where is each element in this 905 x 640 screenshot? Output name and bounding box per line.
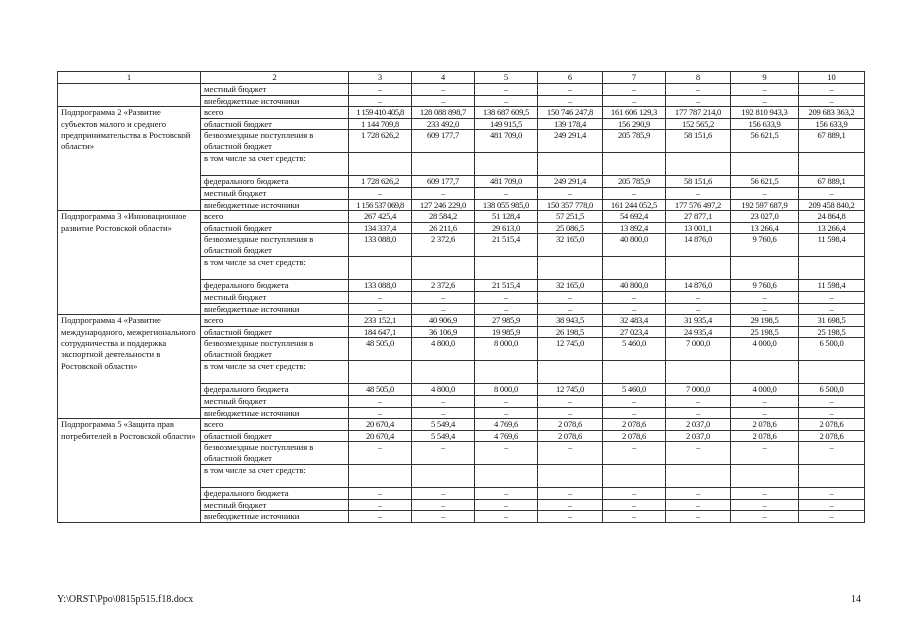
amount-cell: [475, 361, 538, 384]
amount-cell: 2 372,6: [412, 280, 475, 292]
amount-cell: 4 800,0: [412, 338, 475, 361]
amount-cell: 26 198,5: [538, 326, 603, 338]
amount-cell: 192 810 943,3: [731, 107, 799, 119]
amount-cell: 54 692,4: [603, 211, 666, 223]
amount-cell: 32 483,4: [603, 315, 666, 327]
amount-cell: 209 458 840,2: [799, 199, 865, 211]
amount-cell: 40 800,0: [603, 234, 666, 257]
amount-cell: –: [666, 488, 731, 500]
amount-cell: 21 515,4: [475, 280, 538, 292]
amount-cell: 161 606 129,3: [603, 107, 666, 119]
amount-cell: –: [731, 187, 799, 199]
amount-cell: 28 584,2: [412, 211, 475, 223]
amount-cell: 13 266,4: [799, 222, 865, 234]
amount-cell: –: [475, 187, 538, 199]
amount-cell: 127 246 229,0: [412, 199, 475, 211]
amount-cell: 2 372,6: [412, 234, 475, 257]
funding-source-cell: областной бюджет: [201, 222, 349, 234]
subprogram-name-cell: [58, 84, 201, 107]
amount-cell: –: [799, 291, 865, 303]
amount-cell: –: [666, 442, 731, 465]
amount-cell: 2 078,6: [799, 430, 865, 442]
funding-source-cell: федерального бюджета: [201, 280, 349, 292]
amount-cell: 32 165,0: [538, 234, 603, 257]
amount-cell: [349, 153, 412, 176]
amount-cell: 27 985,9: [475, 315, 538, 327]
amount-cell: 1 728 626,2: [349, 130, 412, 153]
amount-cell: –: [538, 488, 603, 500]
amount-cell: 2 078,6: [538, 419, 603, 431]
funding-source-cell: местный бюджет: [201, 395, 349, 407]
amount-cell: 31 935,4: [666, 315, 731, 327]
amount-cell: 609 177,7: [412, 176, 475, 188]
amount-cell: [666, 361, 731, 384]
funding-source-cell: всего: [201, 315, 349, 327]
funding-source-cell: безвозмездные поступления в областной бюджет: [201, 234, 349, 257]
amount-cell: 8 000,0: [475, 338, 538, 361]
amount-cell: 12 745,0: [538, 338, 603, 361]
amount-cell: –: [799, 395, 865, 407]
amount-cell: 128 088 898,7: [412, 107, 475, 119]
amount-cell: [603, 257, 666, 280]
amount-cell: 19 985,9: [475, 326, 538, 338]
amount-cell: –: [412, 95, 475, 107]
funding-source-cell: федерального бюджета: [201, 488, 349, 500]
amount-cell: –: [475, 395, 538, 407]
amount-cell: 177 576 497,2: [666, 199, 731, 211]
amount-cell: 139 178,4: [538, 118, 603, 130]
amount-cell: [799, 257, 865, 280]
amount-cell: [799, 465, 865, 488]
amount-cell: –: [799, 187, 865, 199]
amount-cell: 13 001,1: [666, 222, 731, 234]
amount-cell: 2 078,6: [538, 430, 603, 442]
amount-cell: 14 876,0: [666, 280, 731, 292]
amount-cell: 233 492,0: [412, 118, 475, 130]
amount-cell: –: [603, 95, 666, 107]
amount-cell: –: [799, 499, 865, 511]
amount-cell: –: [475, 84, 538, 96]
amount-cell: 9 760,6: [731, 280, 799, 292]
amount-cell: –: [731, 488, 799, 500]
amount-cell: 4 769,6: [475, 419, 538, 431]
table-row: [58, 107, 865, 119]
funding-source-cell: в том числе за счет средств:: [201, 361, 349, 384]
amount-cell: 4 800,0: [412, 384, 475, 396]
amount-cell: 249 291,4: [538, 176, 603, 188]
header-row: [58, 72, 865, 84]
funding-source-cell: в том числе за счет средств:: [201, 465, 349, 488]
amount-cell: –: [475, 488, 538, 500]
amount-cell: 7 000,0: [666, 338, 731, 361]
amount-cell: –: [603, 499, 666, 511]
header-cell: 8: [666, 72, 731, 84]
amount-cell: –: [538, 499, 603, 511]
budget-table: [57, 71, 865, 523]
amount-cell: –: [799, 442, 865, 465]
amount-cell: 67 889,1: [799, 176, 865, 188]
amount-cell: [603, 465, 666, 488]
amount-cell: –: [349, 511, 412, 523]
amount-cell: 2 037,0: [666, 419, 731, 431]
amount-cell: –: [538, 84, 603, 96]
amount-cell: 205 785,9: [603, 130, 666, 153]
header-cell: 10: [799, 72, 865, 84]
amount-cell: 133 088,0: [349, 234, 412, 257]
amount-cell: 12 745,0: [538, 384, 603, 396]
amount-cell: 1 159 410 405,8: [349, 107, 412, 119]
amount-cell: –: [666, 187, 731, 199]
amount-cell: –: [412, 488, 475, 500]
amount-cell: [731, 153, 799, 176]
amount-cell: 150 746 247,8: [538, 107, 603, 119]
amount-cell: [538, 361, 603, 384]
amount-cell: 25 086,5: [538, 222, 603, 234]
amount-cell: 31 698,5: [799, 315, 865, 327]
funding-source-cell: федерального бюджета: [201, 384, 349, 396]
funding-source-cell: федерального бюджета: [201, 176, 349, 188]
amount-cell: 1 144 709,8: [349, 118, 412, 130]
amount-cell: 134 337,4: [349, 222, 412, 234]
footer-file-path: Y:\ORST\Ppo\0815p515.f18.docx: [57, 594, 194, 605]
funding-source-cell: безвозмездные поступления в областной бюджет: [201, 442, 349, 465]
funding-source-cell: местный бюджет: [201, 187, 349, 199]
amount-cell: 38 943,5: [538, 315, 603, 327]
amount-cell: [538, 465, 603, 488]
amount-cell: [349, 465, 412, 488]
header-cell: 2: [201, 72, 349, 84]
amount-cell: 2 078,6: [603, 419, 666, 431]
amount-cell: –: [799, 488, 865, 500]
amount-cell: 149 915,5: [475, 118, 538, 130]
amount-cell: 184 647,1: [349, 326, 412, 338]
funding-source-cell: внебюджетные источники: [201, 303, 349, 315]
amount-cell: 2 078,6: [731, 430, 799, 442]
amount-cell: 48 505,0: [349, 338, 412, 361]
amount-cell: –: [731, 511, 799, 523]
amount-cell: –: [538, 291, 603, 303]
amount-cell: 20 670,4: [349, 430, 412, 442]
amount-cell: –: [349, 499, 412, 511]
amount-cell: –: [731, 291, 799, 303]
amount-cell: –: [603, 511, 666, 523]
amount-cell: [731, 257, 799, 280]
amount-cell: [799, 361, 865, 384]
amount-cell: 2 078,6: [731, 419, 799, 431]
amount-cell: –: [412, 407, 475, 419]
amount-cell: 156 633,9: [731, 118, 799, 130]
amount-cell: –: [603, 187, 666, 199]
amount-cell: 150 357 778,0: [538, 199, 603, 211]
amount-cell: [666, 153, 731, 176]
header-cell: 3: [349, 72, 412, 84]
amount-cell: –: [799, 84, 865, 96]
funding-source-cell: областной бюджет: [201, 326, 349, 338]
amount-cell: 24 864,8: [799, 211, 865, 223]
amount-cell: [666, 465, 731, 488]
header-cell: 5: [475, 72, 538, 84]
funding-source-cell: внебюджетные источники: [201, 407, 349, 419]
amount-cell: 4 000,0: [731, 384, 799, 396]
amount-cell: 40 800,0: [603, 280, 666, 292]
amount-cell: 7 000,0: [666, 384, 731, 396]
amount-cell: 156 633,9: [799, 118, 865, 130]
funding-source-cell: безвозмездные поступления в областной бюджет: [201, 130, 349, 153]
funding-source-cell: внебюджетные источники: [201, 199, 349, 211]
amount-cell: 138 055 985,0: [475, 199, 538, 211]
amount-cell: 29 613,0: [475, 222, 538, 234]
amount-cell: –: [731, 407, 799, 419]
amount-cell: 2 037,0: [666, 430, 731, 442]
amount-cell: –: [666, 499, 731, 511]
amount-cell: –: [349, 84, 412, 96]
amount-cell: 192 597 687,9: [731, 199, 799, 211]
amount-cell: –: [799, 511, 865, 523]
amount-cell: –: [349, 303, 412, 315]
amount-cell: [412, 153, 475, 176]
amount-cell: –: [475, 291, 538, 303]
amount-cell: 25 198,5: [799, 326, 865, 338]
amount-cell: –: [799, 95, 865, 107]
amount-cell: –: [412, 303, 475, 315]
amount-cell: 233 152,1: [349, 315, 412, 327]
amount-cell: –: [731, 95, 799, 107]
amount-cell: 25 198,5: [731, 326, 799, 338]
amount-cell: [475, 465, 538, 488]
amount-cell: –: [666, 95, 731, 107]
amount-cell: –: [475, 303, 538, 315]
amount-cell: 177 787 214,0: [666, 107, 731, 119]
amount-cell: 1 156 537 069,8: [349, 199, 412, 211]
amount-cell: [603, 153, 666, 176]
funding-source-cell: всего: [201, 107, 349, 119]
funding-source-cell: местный бюджет: [201, 499, 349, 511]
amount-cell: 9 760,6: [731, 234, 799, 257]
amount-cell: 13 266,4: [731, 222, 799, 234]
amount-cell: –: [412, 442, 475, 465]
amount-cell: –: [412, 187, 475, 199]
amount-cell: 56 621,5: [731, 130, 799, 153]
funding-source-cell: всего: [201, 211, 349, 223]
funding-source-cell: областной бюджет: [201, 430, 349, 442]
table-row: [58, 315, 865, 327]
amount-cell: [349, 257, 412, 280]
amount-cell: –: [666, 84, 731, 96]
amount-cell: 138 687 609,5: [475, 107, 538, 119]
amount-cell: 58 151,6: [666, 130, 731, 153]
amount-cell: –: [538, 303, 603, 315]
amount-cell: –: [538, 407, 603, 419]
amount-cell: 2 078,6: [603, 430, 666, 442]
amount-cell: [538, 153, 603, 176]
table-row: [58, 211, 865, 223]
amount-cell: 1 728 626,2: [349, 176, 412, 188]
funding-source-cell: местный бюджет: [201, 291, 349, 303]
header-cell: 6: [538, 72, 603, 84]
amount-cell: 209 683 363,2: [799, 107, 865, 119]
amount-cell: –: [731, 303, 799, 315]
amount-cell: [799, 153, 865, 176]
header-cell: 1: [58, 72, 201, 84]
amount-cell: 32 165,0: [538, 280, 603, 292]
amount-cell: –: [412, 84, 475, 96]
subprogram-name-cell: Подпрограмма 3 «Инновационное развитие Ростовской области»: [58, 211, 201, 315]
amount-cell: 2 078,6: [799, 419, 865, 431]
amount-cell: –: [349, 187, 412, 199]
amount-cell: [475, 257, 538, 280]
amount-cell: [731, 361, 799, 384]
funding-source-cell: всего: [201, 419, 349, 431]
amount-cell: 14 876,0: [666, 234, 731, 257]
amount-cell: 5 549,4: [412, 430, 475, 442]
amount-cell: –: [349, 407, 412, 419]
subprogram-name-cell: Подпрограмма 4 «Развитие международного, межрегионального сотрудничества и поддержка экспортной деятельности в Ростовской области»: [58, 315, 201, 419]
table-row: [58, 419, 865, 431]
amount-cell: 27 023,4: [603, 326, 666, 338]
amount-cell: –: [538, 442, 603, 465]
amount-cell: –: [603, 84, 666, 96]
amount-cell: –: [349, 395, 412, 407]
header-cell: 9: [731, 72, 799, 84]
amount-cell: 133 088,0: [349, 280, 412, 292]
amount-cell: 481 709,0: [475, 130, 538, 153]
funding-source-cell: областной бюджет: [201, 118, 349, 130]
amount-cell: –: [603, 395, 666, 407]
amount-cell: 609 177,7: [412, 130, 475, 153]
amount-cell: –: [538, 395, 603, 407]
amount-cell: 51 128,4: [475, 211, 538, 223]
amount-cell: 11 598,4: [799, 280, 865, 292]
amount-cell: 27 877,1: [666, 211, 731, 223]
funding-source-cell: внебюджетные источники: [201, 511, 349, 523]
amount-cell: –: [475, 407, 538, 419]
amount-cell: –: [731, 395, 799, 407]
amount-cell: –: [475, 499, 538, 511]
amount-cell: [603, 361, 666, 384]
amount-cell: 6 500,0: [799, 338, 865, 361]
amount-cell: –: [475, 511, 538, 523]
funding-source-cell: безвозмездные поступления в областной бюджет: [201, 338, 349, 361]
header-cell: 7: [603, 72, 666, 84]
amount-cell: [412, 257, 475, 280]
amount-cell: –: [603, 442, 666, 465]
amount-cell: 24 935,4: [666, 326, 731, 338]
amount-cell: 267 425,4: [349, 211, 412, 223]
amount-cell: 156 290,9: [603, 118, 666, 130]
funding-source-cell: внебюджетные источники: [201, 95, 349, 107]
amount-cell: 205 785,9: [603, 176, 666, 188]
subprogram-name-cell: Подпрограмма 2 «Развитие субъектов малого и среднего предпринимательства в Ростовской области»: [58, 107, 201, 211]
table-row: [58, 84, 865, 96]
amount-cell: 481 709,0: [475, 176, 538, 188]
amount-cell: 161 244 052,5: [603, 199, 666, 211]
funding-source-cell: в том числе за счет средств:: [201, 257, 349, 280]
amount-cell: 152 565,2: [666, 118, 731, 130]
amount-cell: 4 000,0: [731, 338, 799, 361]
amount-cell: –: [349, 442, 412, 465]
amount-cell: –: [412, 395, 475, 407]
amount-cell: 8 000,0: [475, 384, 538, 396]
amount-cell: 29 198,5: [731, 315, 799, 327]
amount-cell: [666, 257, 731, 280]
amount-cell: 4 769,6: [475, 430, 538, 442]
amount-cell: 36 106,9: [412, 326, 475, 338]
amount-cell: 5 549,4: [412, 419, 475, 431]
amount-cell: –: [475, 442, 538, 465]
amount-cell: [475, 153, 538, 176]
amount-cell: 48 505,0: [349, 384, 412, 396]
amount-cell: –: [603, 303, 666, 315]
amount-cell: [538, 257, 603, 280]
amount-cell: 67 889,1: [799, 130, 865, 153]
amount-cell: –: [538, 187, 603, 199]
amount-cell: –: [538, 95, 603, 107]
amount-cell: –: [731, 84, 799, 96]
amount-cell: 23 027,0: [731, 211, 799, 223]
amount-cell: 5 460,0: [603, 338, 666, 361]
funding-source-cell: в том числе за счет средств:: [201, 153, 349, 176]
amount-cell: –: [603, 291, 666, 303]
amount-cell: 249 291,4: [538, 130, 603, 153]
amount-cell: –: [412, 291, 475, 303]
amount-cell: –: [666, 407, 731, 419]
amount-cell: –: [666, 511, 731, 523]
table-body: [58, 84, 865, 523]
amount-cell: [731, 465, 799, 488]
amount-cell: 56 621,5: [731, 176, 799, 188]
amount-cell: –: [666, 291, 731, 303]
amount-cell: –: [349, 291, 412, 303]
amount-cell: –: [538, 511, 603, 523]
funding-source-cell: местный бюджет: [201, 84, 349, 96]
amount-cell: –: [799, 303, 865, 315]
amount-cell: –: [412, 499, 475, 511]
amount-cell: 21 515,4: [475, 234, 538, 257]
amount-cell: –: [799, 407, 865, 419]
amount-cell: [412, 465, 475, 488]
amount-cell: 40 906,9: [412, 315, 475, 327]
amount-cell: –: [603, 407, 666, 419]
header-cell: 4: [412, 72, 475, 84]
amount-cell: –: [731, 499, 799, 511]
amount-cell: –: [731, 442, 799, 465]
amount-cell: 26 211,6: [412, 222, 475, 234]
amount-cell: [349, 361, 412, 384]
amount-cell: 6 500,0: [799, 384, 865, 396]
amount-cell: 5 460,0: [603, 384, 666, 396]
subprogram-name-cell: Подпрограмма 5 «Защита прав потребителей в Ростовской области»: [58, 419, 201, 523]
amount-cell: 11 598,4: [799, 234, 865, 257]
amount-cell: 57 251,5: [538, 211, 603, 223]
amount-cell: –: [349, 488, 412, 500]
amount-cell: –: [666, 303, 731, 315]
page-number: 14: [851, 594, 861, 605]
amount-cell: [412, 361, 475, 384]
amount-cell: –: [666, 395, 731, 407]
amount-cell: –: [349, 95, 412, 107]
amount-cell: 58 151,6: [666, 176, 731, 188]
amount-cell: –: [475, 95, 538, 107]
amount-cell: –: [412, 511, 475, 523]
amount-cell: 20 670,4: [349, 419, 412, 431]
amount-cell: 13 892,4: [603, 222, 666, 234]
amount-cell: –: [603, 488, 666, 500]
